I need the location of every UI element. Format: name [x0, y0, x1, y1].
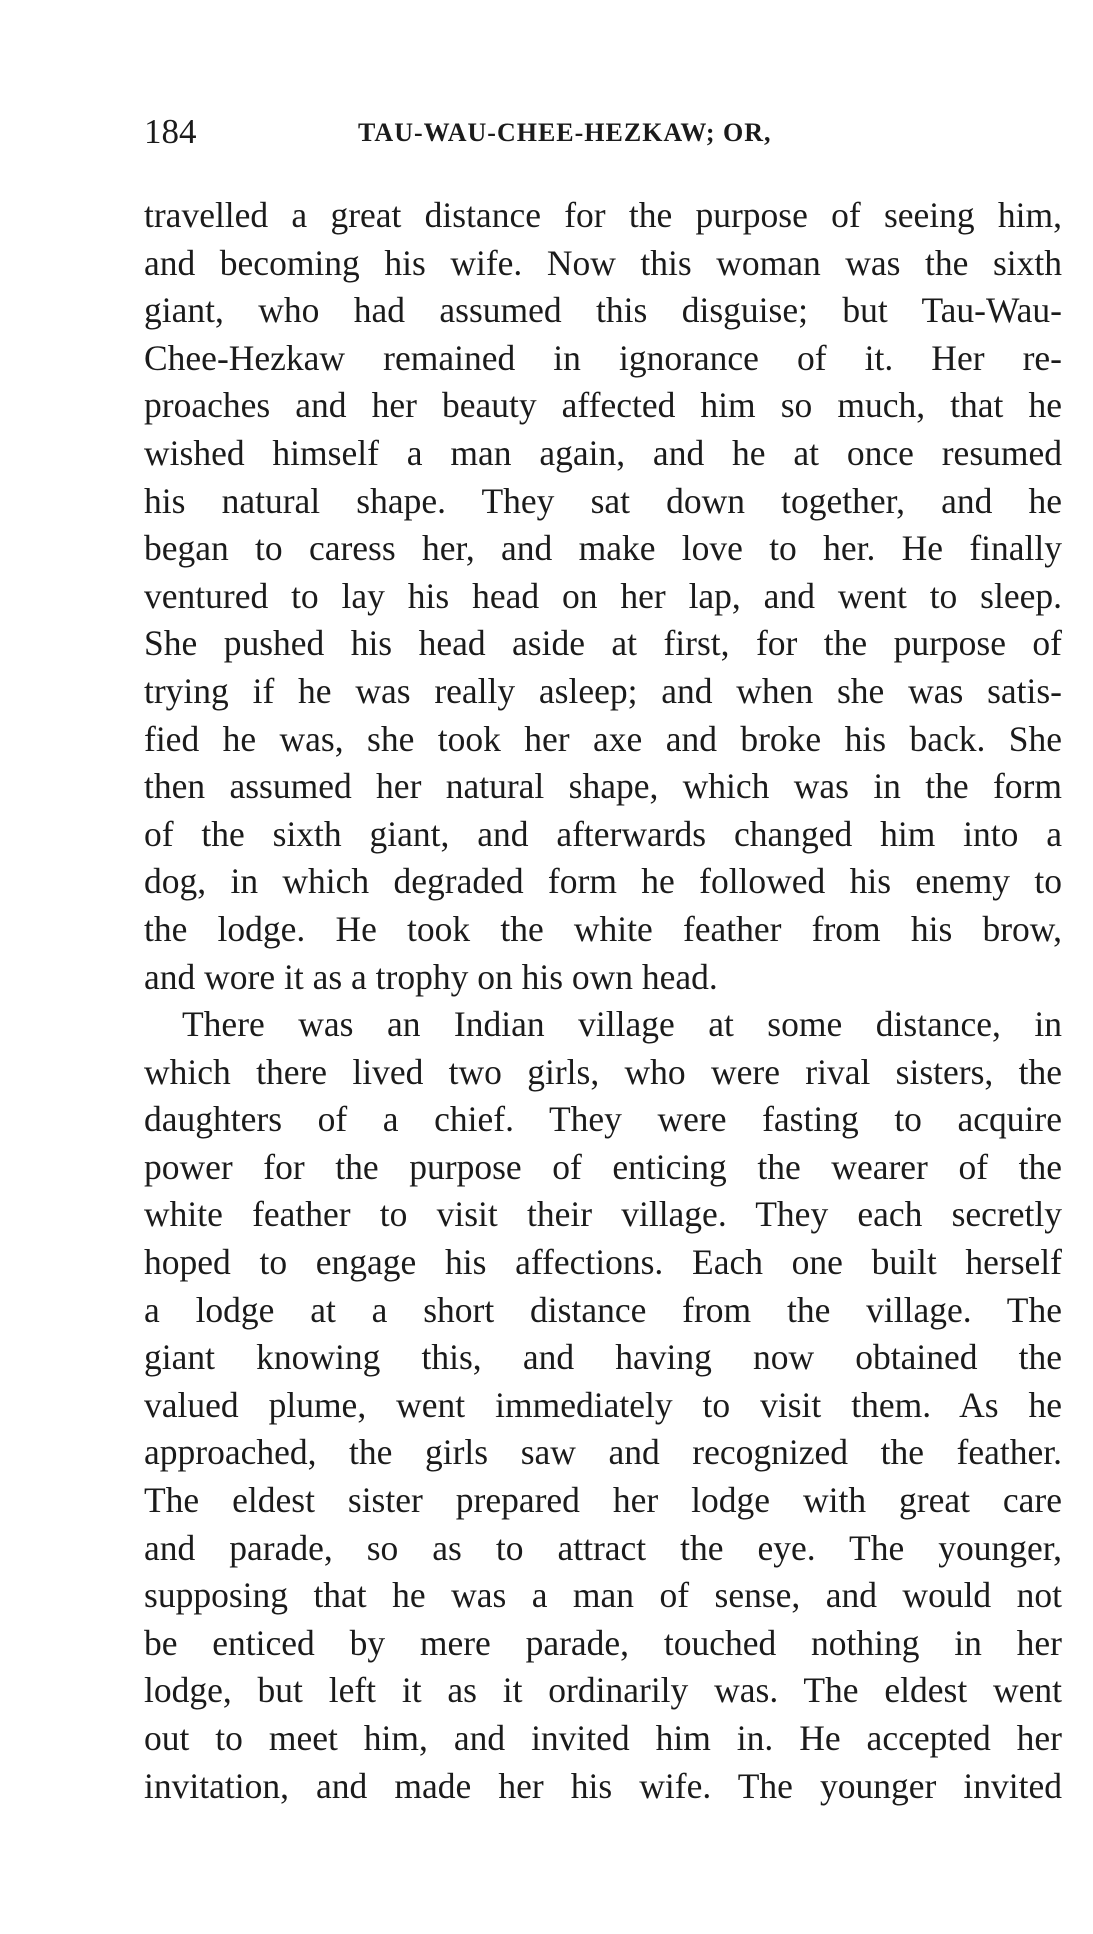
- text-line: then assumed her natural shape, which was in the form: [144, 766, 1062, 807]
- text-line: and wore it as a trophy on his own head.: [144, 956, 718, 997]
- text-line: began to caress her, and make love to her. He finally: [144, 528, 1062, 569]
- text-line: travelled a great distance for the purpose of seeing him,: [144, 195, 1062, 235]
- text-line: proaches and her beauty affected him so much, that he: [144, 385, 1062, 426]
- text-line: dog, in which degraded form he followed his enemy to: [144, 861, 1062, 902]
- running-title: TAU-WAU-CHEE-HEZKAW; OR,: [358, 118, 772, 147]
- text-line: giant knowing this, and having now obtained the: [144, 1337, 1062, 1378]
- paragraph-1: [144, 192, 1062, 1001]
- text-line: his natural shape. They sat down together, and he: [144, 480, 1062, 521]
- text-line: be enticed by mere parade, touched nothing in her: [144, 1622, 1062, 1663]
- text-line: lodge, but left it as it ordinarily was. The eldest went: [144, 1670, 1062, 1711]
- text-line: valued plume, went immediately to visit them. As he: [144, 1384, 1062, 1425]
- text-line: hoped to engage his affections. Each one built herself: [144, 1242, 1062, 1283]
- text-line: approached, the girls saw and recognized the feather.: [144, 1432, 1062, 1473]
- text-line: supposing that he was a man of sense, and would not: [144, 1575, 1062, 1616]
- text-line: white feather to visit their village. They each secretly: [144, 1194, 1062, 1235]
- body-text: [144, 192, 1062, 1810]
- page-number: 184: [144, 112, 197, 151]
- text-line: invitation, and made her his wife. The younger invited: [144, 1765, 1062, 1806]
- text-line: power for the purpose of enticing the wearer of the: [144, 1146, 1062, 1187]
- text-line: She pushed his head aside at first, for the purpose of: [144, 623, 1062, 664]
- text-line: trying if he was really asleep; and when she was satis-: [144, 670, 1062, 711]
- running-head: [144, 112, 1062, 152]
- text-line: Chee-Hezkaw remained in ignorance of it. Her re-: [144, 337, 1062, 378]
- paragraph-2: [144, 1001, 1062, 1810]
- text-line: and parade, so as to attract the eye. The younger,: [144, 1527, 1062, 1568]
- text-line: which there lived two girls, who were rival sisters, the: [144, 1051, 1062, 1092]
- text-line: a lodge at a short distance from the village. The: [144, 1289, 1062, 1330]
- text-line: giant, who had assumed this disguise; but Tau-Wau-: [144, 290, 1062, 331]
- text-line: out to meet him, and invited him in. He accepted her: [144, 1718, 1062, 1758]
- text-line: fied he was, she took her axe and broke his back. She: [144, 718, 1062, 759]
- text-line: the lodge. He took the white feather from his brow,: [144, 908, 1062, 949]
- text-line: of the sixth giant, and afterwards changed him into a: [144, 813, 1062, 854]
- text-line: daughters of a chief. They were fasting to acquire: [144, 1099, 1062, 1140]
- text-line: The eldest sister prepared her lodge with great care: [144, 1480, 1062, 1521]
- text-line: wished himself a man again, and he at once resumed: [144, 432, 1062, 473]
- text-line: ventured to lay his head on her lap, and went to sleep.: [144, 575, 1062, 616]
- text-line: There was an Indian village at some distance, in: [182, 1004, 1062, 1045]
- text-line: and becoming his wife. Now this woman was the sixth: [144, 242, 1062, 283]
